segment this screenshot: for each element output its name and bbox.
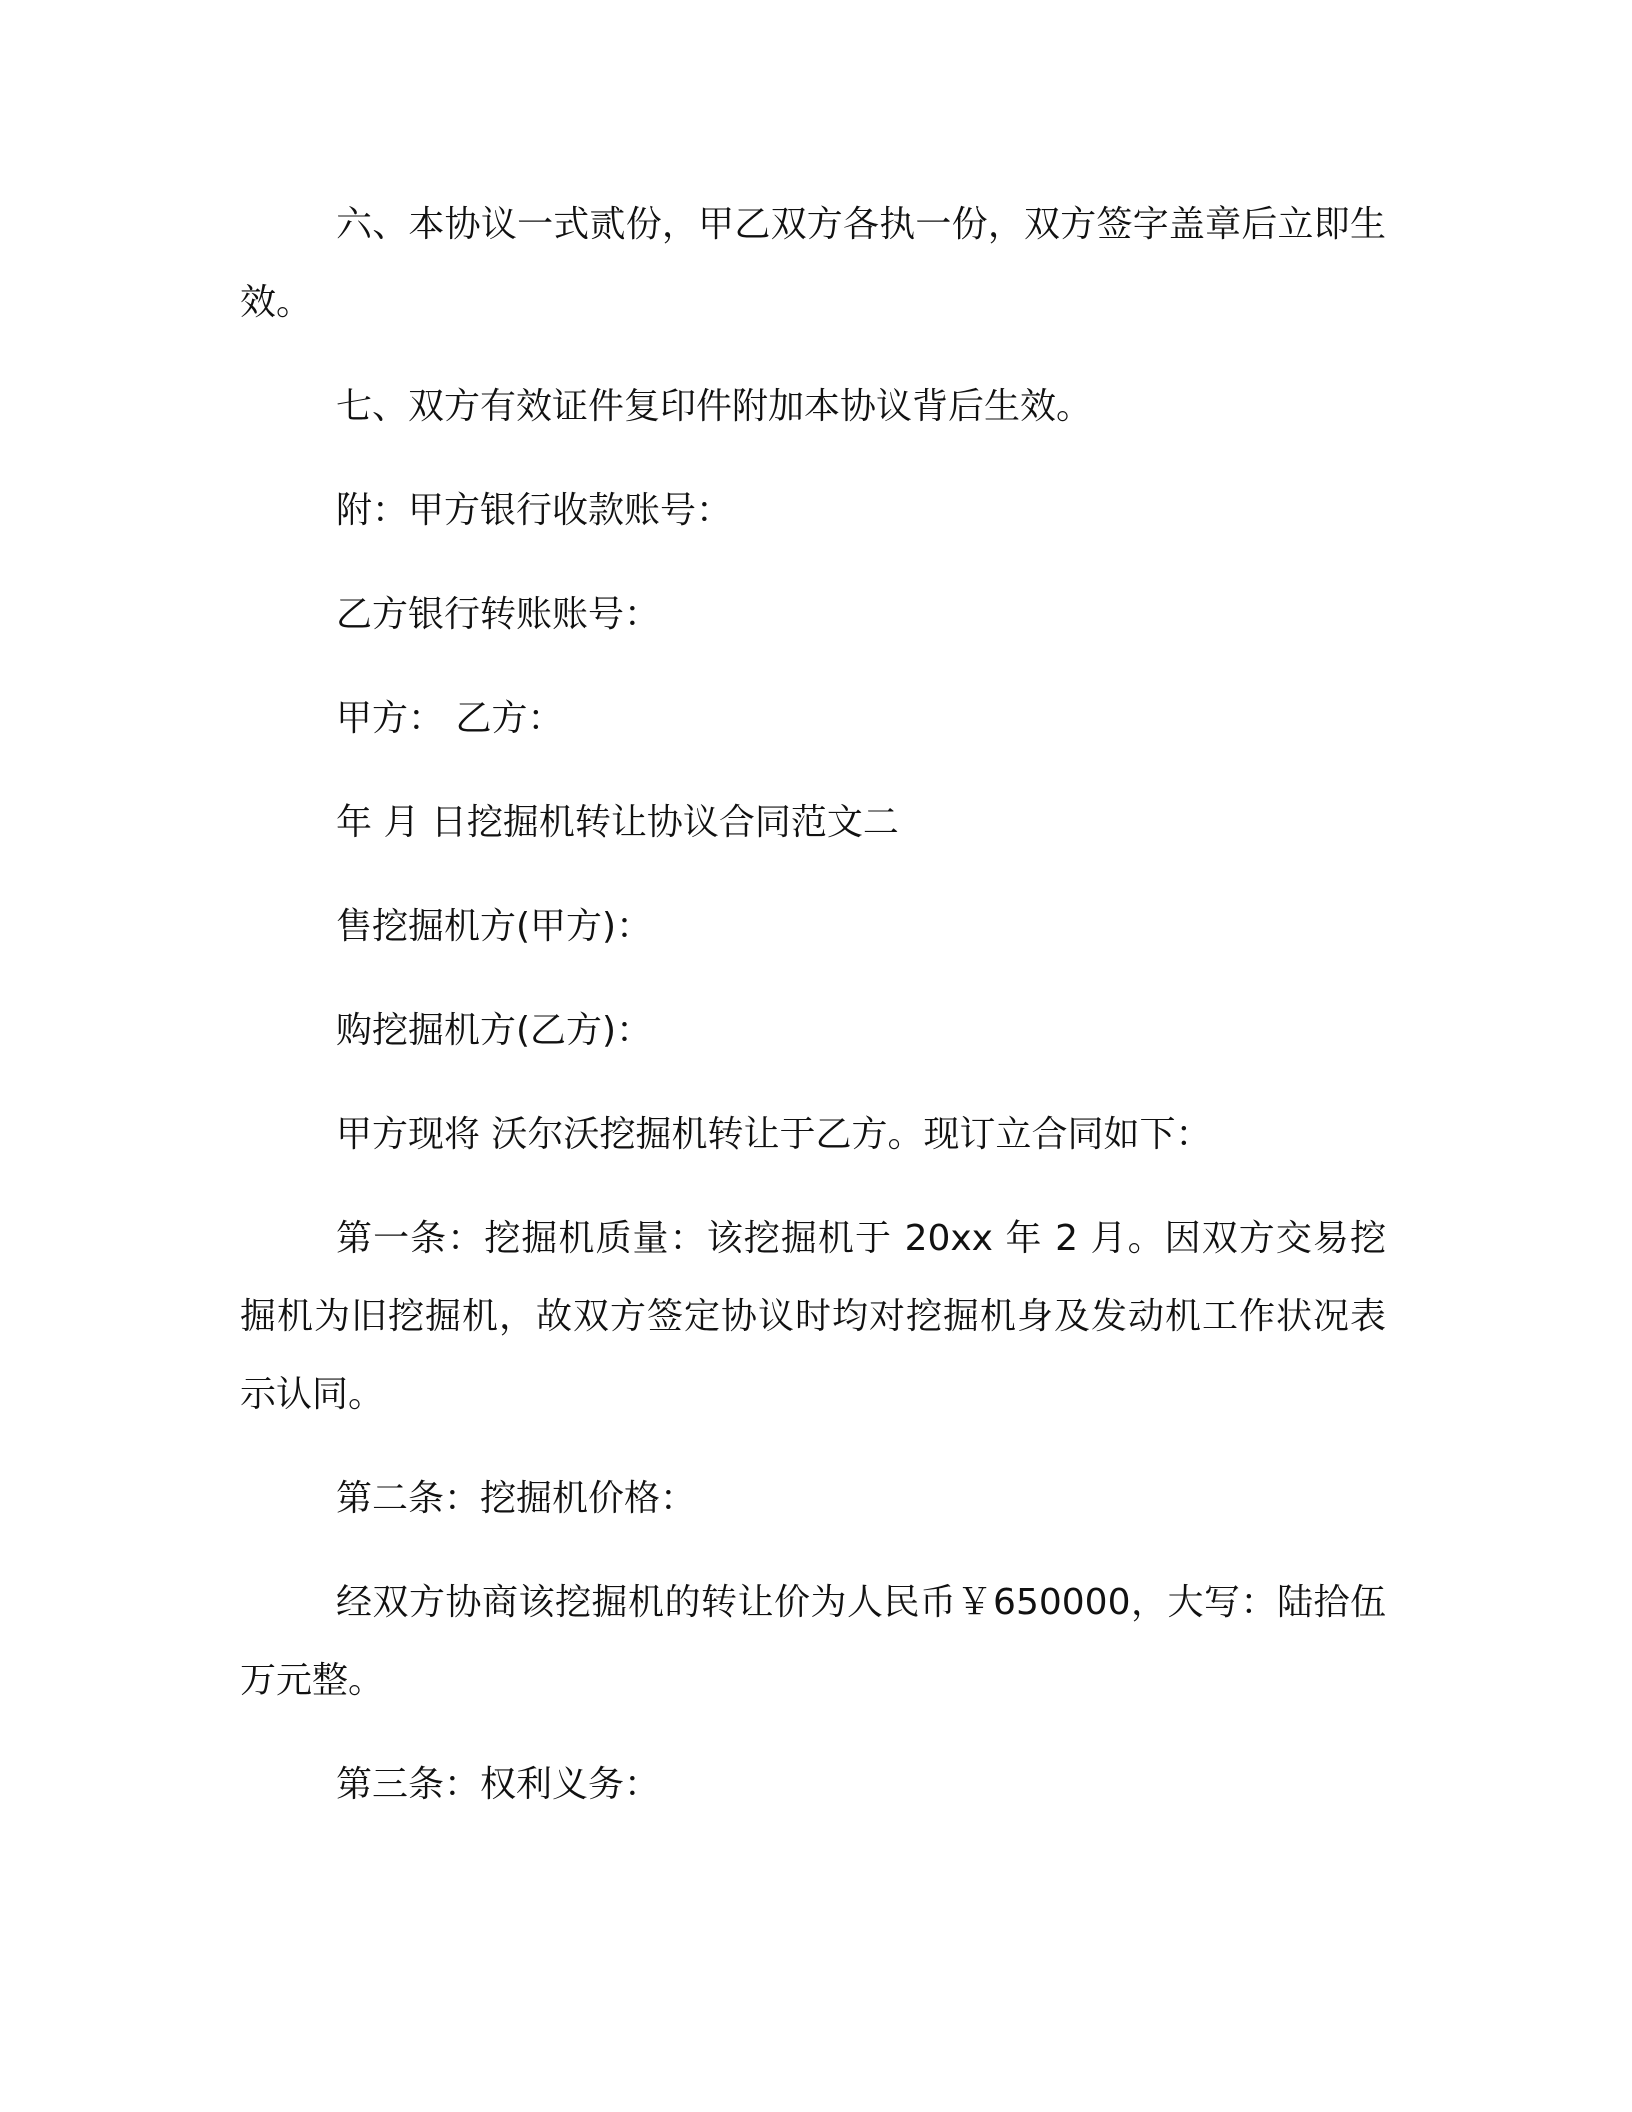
- document-body: [240, 186, 1386, 1850]
- paragraph-party-a-bank-account: 附：甲方银行收款账号：: [336, 490, 733, 531]
- paragraph-party-b-bank-account: 乙方银行转账账号：: [336, 594, 661, 635]
- paragraph-seller: 售挖掘机方(甲方)：: [336, 906, 653, 947]
- paragraph-article-1: 第一条：挖掘机质量：该挖掘机于 20xx 年 2 月。因双方交易挖掘机为旧挖掘机，故双方签定协议时均对挖掘机身及发动机工作状况表示认同。: [240, 1218, 1386, 1415]
- paragraph-signatures: 甲方： 乙方：: [336, 698, 564, 739]
- paragraph-buyer: 购挖掘机方(乙方)：: [336, 1010, 653, 1051]
- paragraph-intro: 甲方现将 沃尔沃挖掘机转让于乙方。现订立合同如下：: [336, 1114, 1212, 1155]
- paragraph-article-3-heading: 第三条：权利义务：: [336, 1764, 661, 1805]
- paragraph-clause-6: 六、本协议一式贰份，甲乙双方各执一份，双方签字盖章后立即生效。: [240, 204, 1386, 323]
- paragraph-date-and-title: 年 月 日挖掘机转让协议合同范文二: [336, 802, 899, 843]
- paragraph-clause-7: 七、双方有效证件复印件附加本协议背后生效。: [336, 386, 1093, 427]
- paragraph-article-2-heading: 第二条：挖掘机价格：: [336, 1478, 697, 1519]
- paragraph-price: 经双方协商该挖掘机的转让价为人民币￥650000，大写：陆拾伍万元整。: [240, 1582, 1386, 1701]
